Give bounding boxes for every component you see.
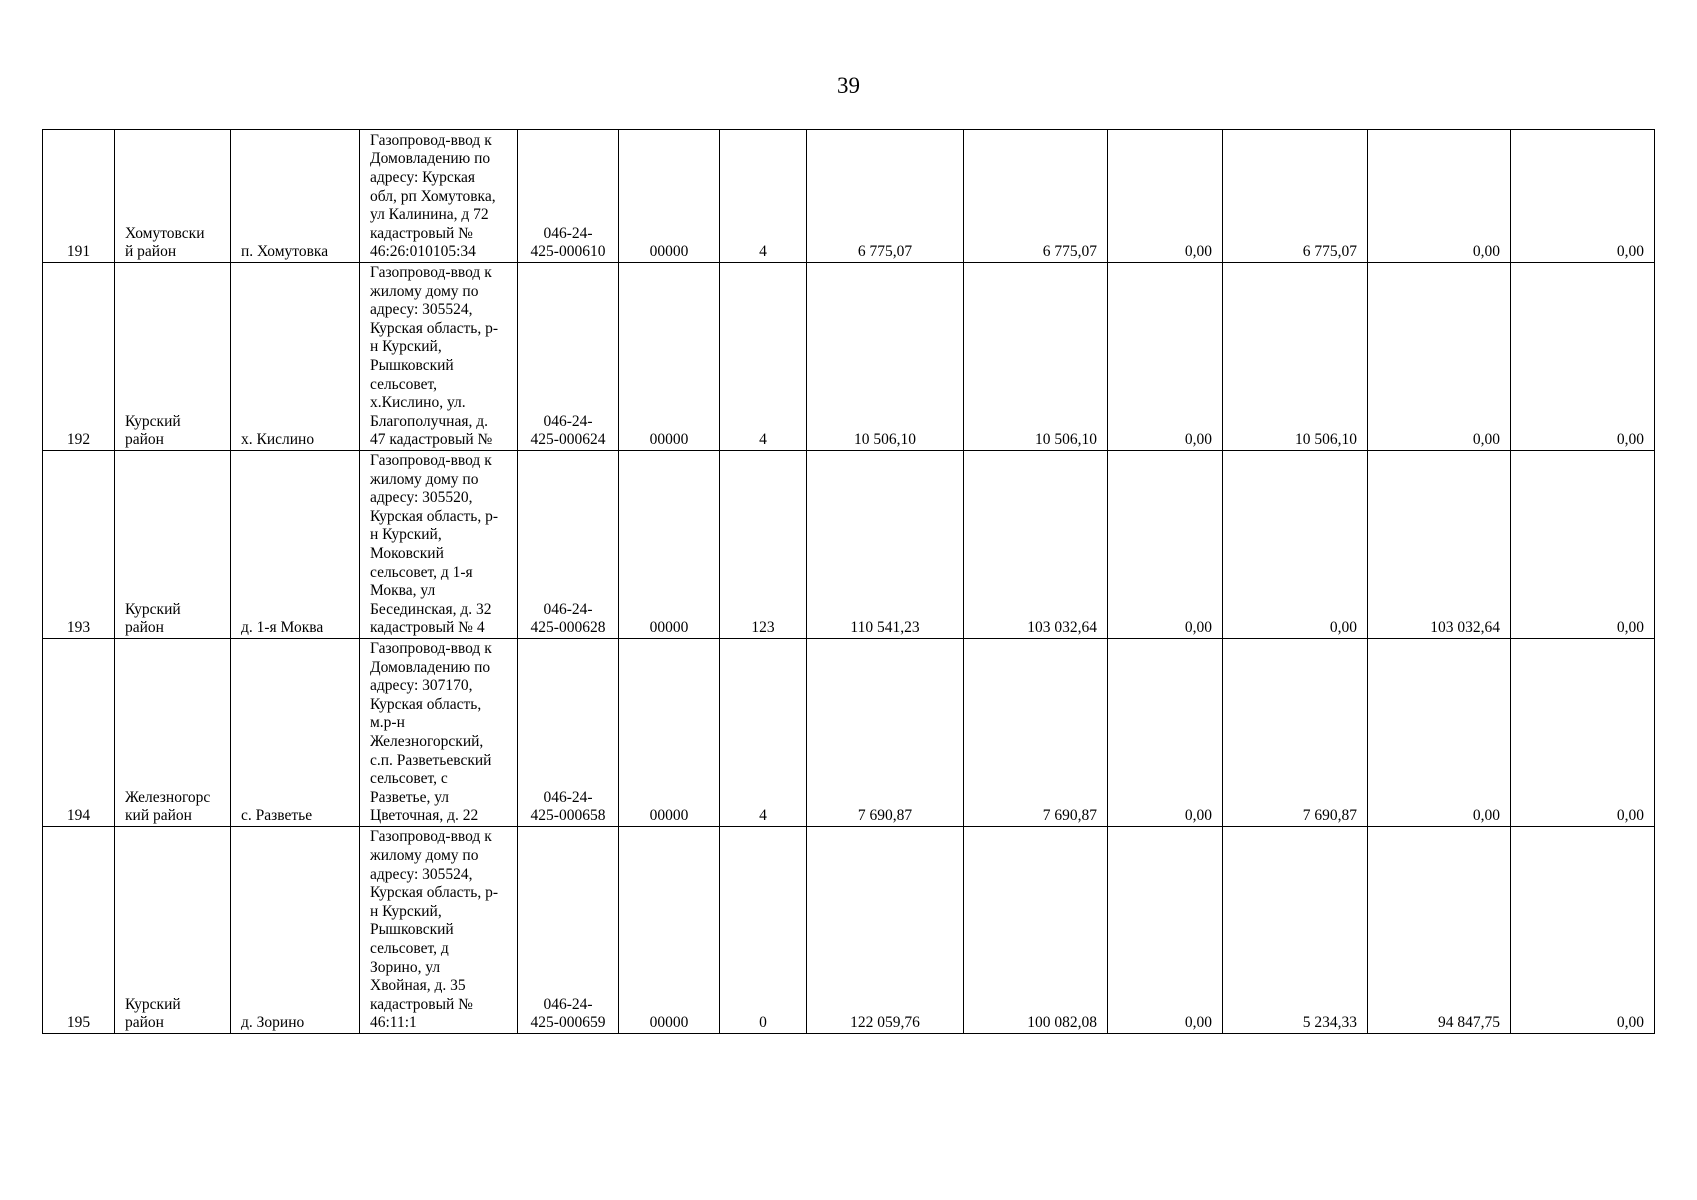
quantity-cell: 4	[720, 130, 807, 263]
object-description-cell: Газопровод-ввод к жилому дому по адресу: 305524, Курская область, р- н Курский, Рышковский сельсовет, х.Кислино, ул. Благополучная, д. 47 кадастровый №	[360, 263, 518, 451]
value-cell-5: 0,00	[1368, 639, 1511, 827]
settlement-cell: д. 1-я Моква	[231, 451, 360, 639]
value-cell-6: 0,00	[1511, 827, 1655, 1034]
settlement-cell: п. Хомутовка	[231, 130, 360, 263]
registry-table	[42, 129, 1655, 1034]
value-cell-2: 100 082,08	[964, 827, 1108, 1034]
settlement-cell: д. Зорино	[231, 827, 360, 1034]
value-cell-6: 0,00	[1511, 639, 1655, 827]
value-cell-3: 0,00	[1108, 451, 1223, 639]
value-cell-1: 122 059,76	[807, 827, 964, 1034]
row-number-cell: 193	[43, 451, 115, 639]
table-row	[43, 451, 1655, 639]
value-cell-2: 103 032,64	[964, 451, 1108, 639]
district-cell: Курский район	[115, 451, 231, 639]
value-cell-1: 10 506,10	[807, 263, 964, 451]
value-cell-4: 10 506,10	[1223, 263, 1368, 451]
table-row	[43, 263, 1655, 451]
inventory-code-cell: 046-24- 425-000610	[518, 130, 619, 263]
value-cell-4: 5 234,33	[1223, 827, 1368, 1034]
value-cell-5: 94 847,75	[1368, 827, 1511, 1034]
district-cell: Железногорс кий район	[115, 639, 231, 827]
object-description-cell: Газопровод-ввод к Домовладению по адресу: 307170, Курская область, м.р-н Железногорский, с.п. Разветьевский сельсовет, с Разветье, ул Цветочная, д. 22	[360, 639, 518, 827]
row-number-cell: 192	[43, 263, 115, 451]
value-cell-2: 10 506,10	[964, 263, 1108, 451]
value-cell-4: 0,00	[1223, 451, 1368, 639]
value-cell-4: 6 775,07	[1223, 130, 1368, 263]
value-cell-3: 0,00	[1108, 639, 1223, 827]
page-number: 39	[837, 73, 860, 98]
secondary-code-cell: 00000	[619, 827, 720, 1034]
object-description-cell: Газопровод-ввод к жилому дому по адресу: 305524, Курская область, р- н Курский, Рышковский сельсовет, д Зорино, ул Хвойная, д. 35 кадастровый № 46:11:1	[360, 827, 518, 1034]
table-row	[43, 130, 1655, 263]
inventory-code-cell: 046-24- 425-000624	[518, 263, 619, 451]
value-cell-5: 103 032,64	[1368, 451, 1511, 639]
district-cell: Курский район	[115, 827, 231, 1034]
row-number-cell: 191	[43, 130, 115, 263]
value-cell-5: 0,00	[1368, 130, 1511, 263]
table-row	[43, 827, 1655, 1034]
value-cell-5: 0,00	[1368, 263, 1511, 451]
value-cell-4: 7 690,87	[1223, 639, 1368, 827]
secondary-code-cell: 00000	[619, 130, 720, 263]
secondary-code-cell: 00000	[619, 263, 720, 451]
table-row	[43, 639, 1655, 827]
value-cell-3: 0,00	[1108, 827, 1223, 1034]
value-cell-2: 6 775,07	[964, 130, 1108, 263]
value-cell-6: 0,00	[1511, 263, 1655, 451]
value-cell-1: 6 775,07	[807, 130, 964, 263]
quantity-cell: 0	[720, 827, 807, 1034]
value-cell-3: 0,00	[1108, 130, 1223, 263]
district-cell: Курский район	[115, 263, 231, 451]
object-description-cell: Газопровод-ввод к Домовладению по адресу: Курская обл, рп Хомутовка, ул Калинина, д 72 кадастровый № 46:26:010105:34	[360, 130, 518, 263]
row-number-cell: 195	[43, 827, 115, 1034]
district-cell: Хомутовски й район	[115, 130, 231, 263]
quantity-cell: 4	[720, 263, 807, 451]
inventory-code-cell: 046-24- 425-000659	[518, 827, 619, 1034]
value-cell-6: 0,00	[1511, 130, 1655, 263]
quantity-cell: 123	[720, 451, 807, 639]
inventory-code-cell: 046-24- 425-000628	[518, 451, 619, 639]
settlement-cell: с. Разветье	[231, 639, 360, 827]
settlement-cell: х. Кислино	[231, 263, 360, 451]
value-cell-3: 0,00	[1108, 263, 1223, 451]
object-description-cell: Газопровод-ввод к жилому дому по адресу: 305520, Курская область, р- н Курский, Моковский сельсовет, д 1-я Моква, ул Бесединская, д. 32 кадастровый № 4	[360, 451, 518, 639]
value-cell-6: 0,00	[1511, 451, 1655, 639]
secondary-code-cell: 00000	[619, 639, 720, 827]
value-cell-2: 7 690,87	[964, 639, 1108, 827]
value-cell-1: 7 690,87	[807, 639, 964, 827]
inventory-code-cell: 046-24- 425-000658	[518, 639, 619, 827]
row-number-cell: 194	[43, 639, 115, 827]
quantity-cell: 4	[720, 639, 807, 827]
value-cell-1: 110 541,23	[807, 451, 964, 639]
secondary-code-cell: 00000	[619, 451, 720, 639]
